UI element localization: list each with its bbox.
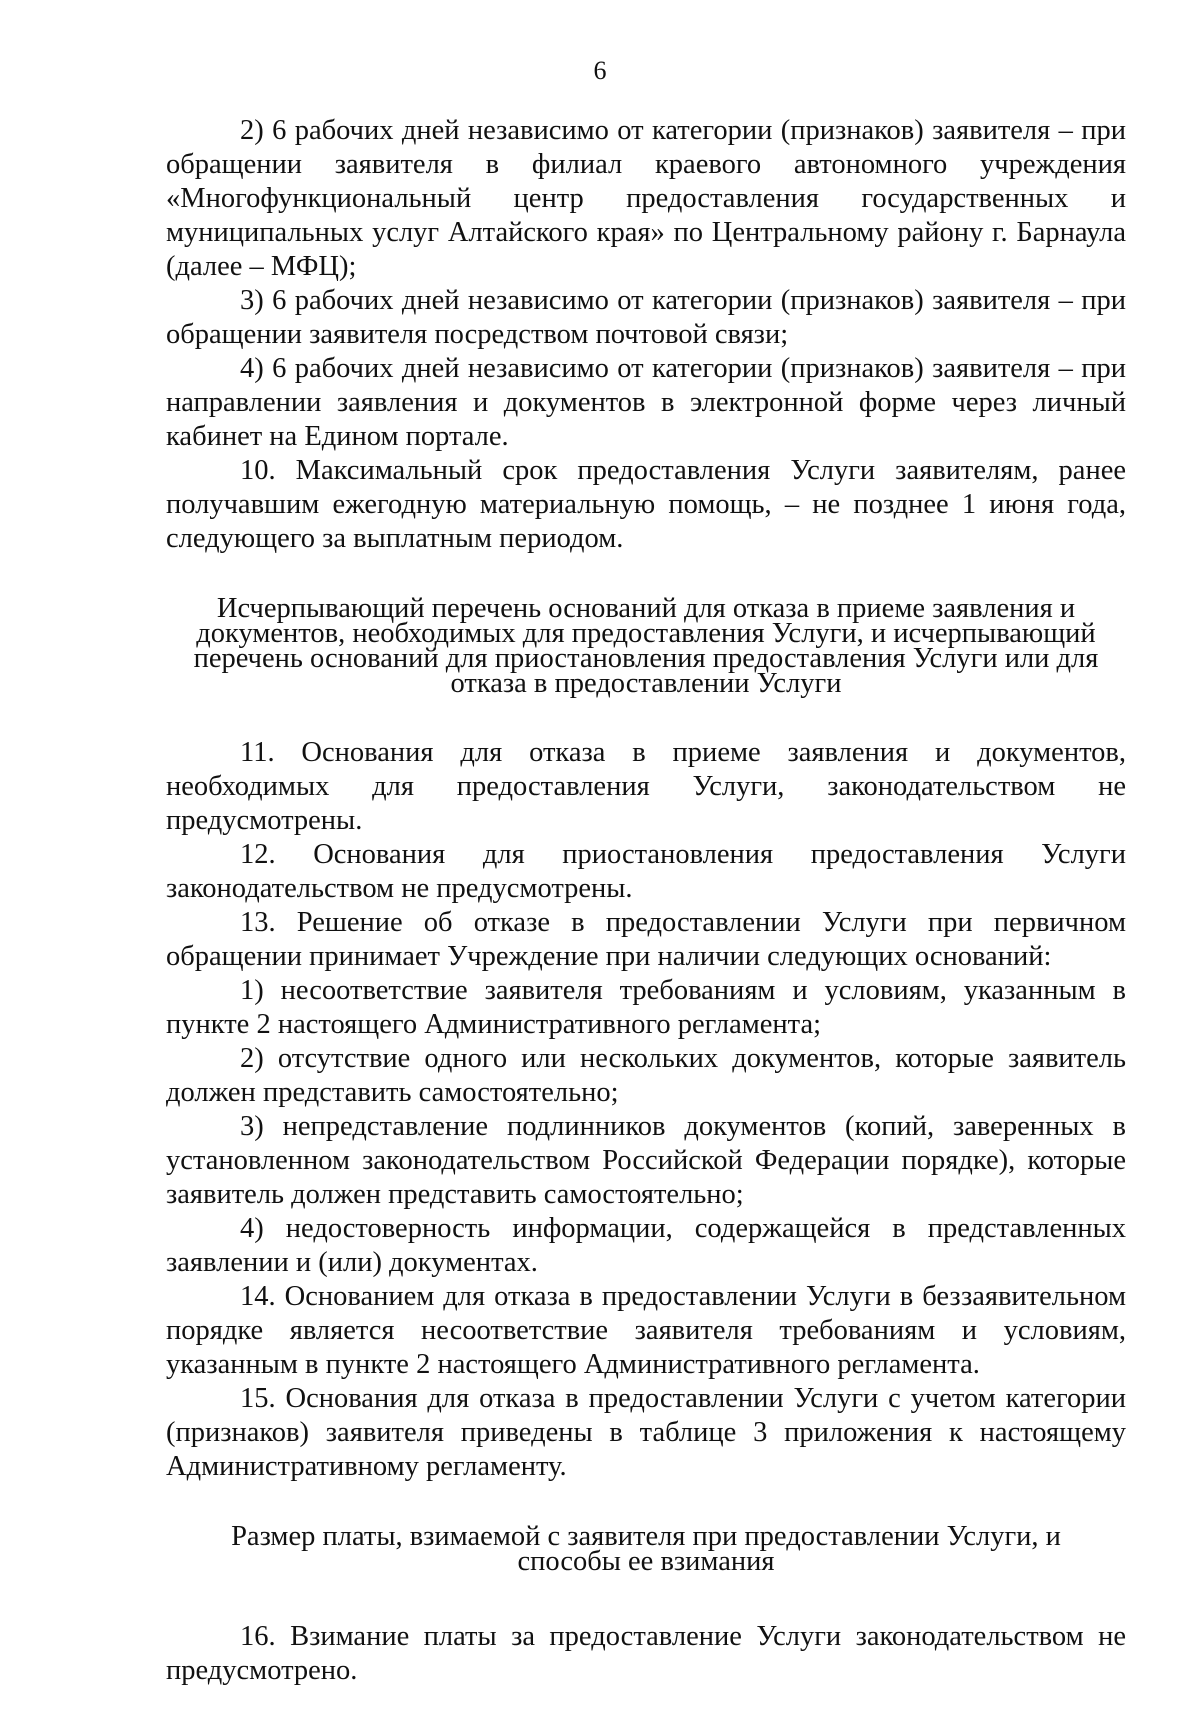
paragraph-13: 13. Решение об отказе в предоставлении Услуги при первичном обращении принимает Учреждение при наличии следующих оснований: [166,907,1126,972]
paragraph-item-3: 3) 6 рабочих дней независимо от категории (признаков) заявителя – при обращении заявителя посредством почтовой связи; [166,285,1126,350]
paragraph-10: 10. Максимальный срок предоставления Услуги заявителям, ранее получавшим ежегодную материальную помощь, – не позднее 1 июня года, следующего за выплатным периодом. [166,455,1126,554]
paragraph-item-4: 4) 6 рабочих дней независимо от категории (признаков) заявителя – при направлении заявления и документов в электронной форме через личный кабинет на Едином портале. [166,353,1126,452]
section-heading-refusal-grounds: Исчерпывающий перечень оснований для отказа в приеме заявления и документов, необходимых для предоставления Услуги, и исчерпывающий перечень оснований для приостановления предоставления Услуги или для отказа в предоставлении Услуги [193,593,1099,699]
paragraph-13-item-1: 1) несоответствие заявителя требованиям и условиям, указанным в пункте 2 настоящего Административного регламента; [166,975,1126,1040]
spacer [166,1574,1126,1620]
paragraph-item-2: 2) 6 рабочих дней независимо от категории (признаков) заявителя – при обращении заявителя в филиал краевого автономного учреждения «Многофункциональный центр предоставления государственных и муниципальных услуг Алтайского края» по Центральному району г. Барнаула (далее – МФЦ); [166,115,1126,282]
paragraph-13-item-4: 4) недостоверность информации, содержащейся в представленных заявлении и (или) документах. [166,1213,1126,1278]
paragraph-16: 16. Взимание платы за предоставление Услуги законодательством не предусмотрено. [166,1621,1126,1686]
spacer [166,556,1126,596]
paragraph-15: 15. Основания для отказа в предоставлении Услуги с учетом категории (признаков) заявителя приведены в таблице 3 приложения к настоящему Административному регламенту. [166,1383,1126,1482]
paragraph-11: 11. Основания для отказа в приеме заявления и документов, необходимых для предоставления Услуги, законодательством не предусмотрены. [166,737,1126,836]
spacer [166,696,1126,736]
paragraph-13-item-2: 2) отсутствие одного или нескольких документов, которые заявитель должен представить самостоятельно; [166,1043,1126,1108]
paragraph-12: 12. Основания для приостановления предоставления Услуги законодательством не предусмотрены. [166,839,1126,904]
section-heading-fee: Размер платы, взимаемой с заявителя при предоставлении Услуги, и способы ее взимания [231,1521,1061,1577]
paragraph-13-item-3: 3) непредставление подлинников документов (копий, заверенных в установленном законодательством Российской Федерации порядке), которые заявитель должен представить самостоятельно; [166,1111,1126,1210]
document-body [166,114,1126,1688]
spacer [166,1484,1126,1524]
paragraph-14: 14. Основанием для отказа в предоставлении Услуги в беззаявительном порядке является несоответствие заявителя требованиям и условиям, указанным в пункте 2 настоящего Административного регламента. [166,1281,1126,1380]
page-number: 6 [593,56,607,85]
